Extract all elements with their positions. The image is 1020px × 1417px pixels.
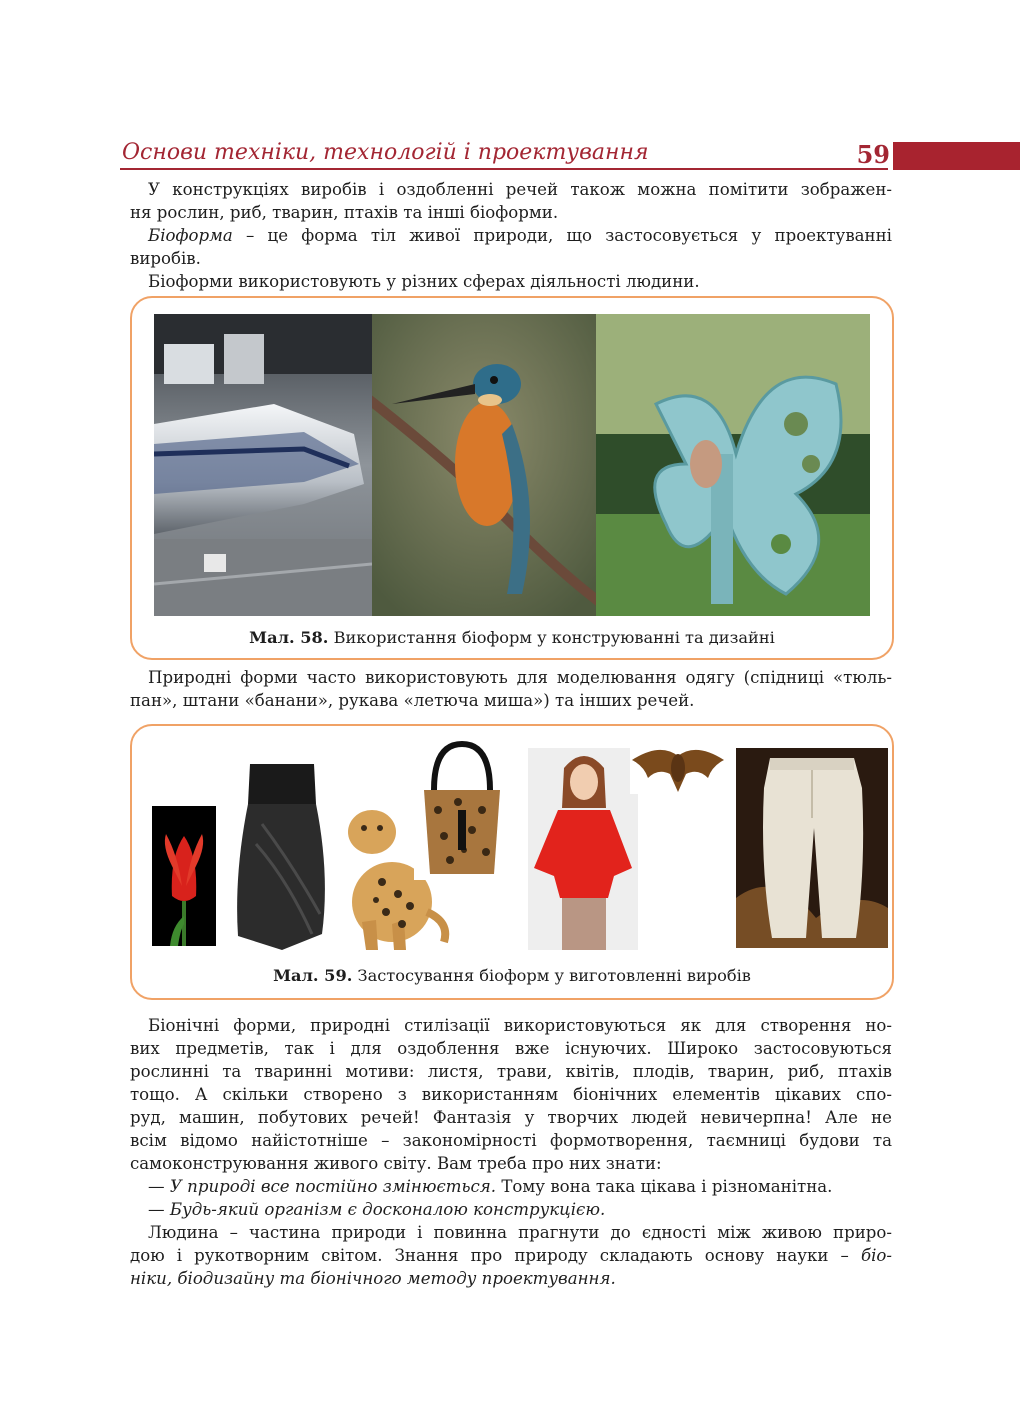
leopard-print-bag-image	[414, 740, 510, 880]
butterfly-sculpture-image	[596, 314, 870, 616]
text-fragment: дою і рукотворним світом. Знання про природу складають основу науки –	[130, 1246, 861, 1265]
text-line: руд, машин, побутових речей! Фантазія у творчих людей невичерпна! Але не	[130, 1108, 892, 1127]
text-line: всім відомо найістотніше – закономірності формотворення, таємниці будови та	[130, 1131, 892, 1150]
high-speed-train-image	[154, 314, 372, 616]
paragraph-3	[130, 270, 892, 293]
kingfisher-bird-image	[372, 314, 596, 616]
figure-label: Мал. 59.	[273, 966, 353, 985]
red-tulip-image	[152, 806, 216, 946]
page-header	[120, 140, 1020, 172]
figure-59-caption	[132, 966, 892, 985]
bat-sleeve-sweater-image	[528, 748, 638, 950]
paragraph-5	[130, 1014, 892, 1175]
paragraph-2	[130, 224, 892, 270]
page-number: 59	[856, 140, 890, 169]
text-fragment: – це форма тіл живої природи, що застосовується у проектуванні	[232, 226, 892, 245]
text-line: Біоформи використовують у різних сферах діяльності людини.	[148, 272, 700, 291]
text-line	[130, 1198, 892, 1221]
text-line	[130, 1175, 892, 1198]
text-line: тощо. А скільки створено з використанням біонічних елементів цікавих спо-	[130, 1085, 892, 1104]
caption-text: Використання біоформ у конструюванні та дизайні	[328, 628, 775, 647]
text-line	[130, 1244, 892, 1267]
text-line: ніки, біодизайну та біонічного методу проектування.	[130, 1269, 616, 1288]
text-line: У конструкціях виробів і оздобленні речей також можна помітити зображен-	[148, 180, 892, 199]
paragraph-1	[130, 178, 892, 224]
text-line	[130, 224, 892, 247]
text-line: пан», штани «банани», рукава «летюча миша») та інших речей.	[130, 691, 695, 710]
figure-59-frame	[130, 724, 894, 1000]
term-bioform: Біоформа	[148, 226, 233, 245]
header-accent-bar	[893, 142, 1020, 170]
running-title: Основи техніки, технологій і проектування	[122, 140, 649, 165]
figure-58-frame	[130, 296, 894, 660]
quote-rest: Тому вона така цікава і різноманітна.	[496, 1177, 833, 1196]
text-fragment-italic: біо-	[860, 1246, 892, 1265]
text-line: вих предметів, так і для оздоблення вже існуючих. Широко застосовуються	[130, 1039, 892, 1058]
paragraph-4	[130, 666, 892, 712]
banana-trousers-image	[736, 748, 888, 948]
quote-2	[130, 1198, 892, 1221]
dash: —	[148, 1177, 170, 1196]
tulip-skirt-image	[232, 764, 332, 950]
text-line: Біонічні форми, природні стилізації використовуються як для створення но-	[148, 1016, 892, 1035]
figure-label: Мал. 58.	[249, 628, 329, 647]
text-line: Природні форми часто використовують для моделювання одягу (спідниці «тюль-	[148, 668, 892, 687]
text-line: виробів.	[130, 249, 201, 268]
text-line: ня рослин, риб, тварин, птахів та інші біоформи.	[130, 203, 559, 222]
bat-image	[630, 742, 726, 794]
quote-1	[130, 1175, 892, 1198]
text-line: самоконструювання живого світу. Вам треба про них знати:	[130, 1154, 662, 1173]
figure-58-caption	[132, 628, 892, 647]
header-rule	[120, 168, 888, 170]
quote-italic: Будь-який організм є досконалою конструкцією.	[169, 1200, 606, 1219]
dash: —	[148, 1200, 170, 1219]
caption-text: Застосування біоформ у виготовленні виробів	[352, 966, 751, 985]
quote-italic: У природі все постійно змінюється.	[169, 1177, 497, 1196]
text-line: рослинні та тваринні мотиви: листя, трави, квітів, плодів, тварин, риб, птахів	[130, 1062, 892, 1081]
paragraph-6	[130, 1221, 892, 1290]
text-line: Людина – частина природи і повинна прагнути до єдності між живою приро-	[148, 1223, 892, 1242]
